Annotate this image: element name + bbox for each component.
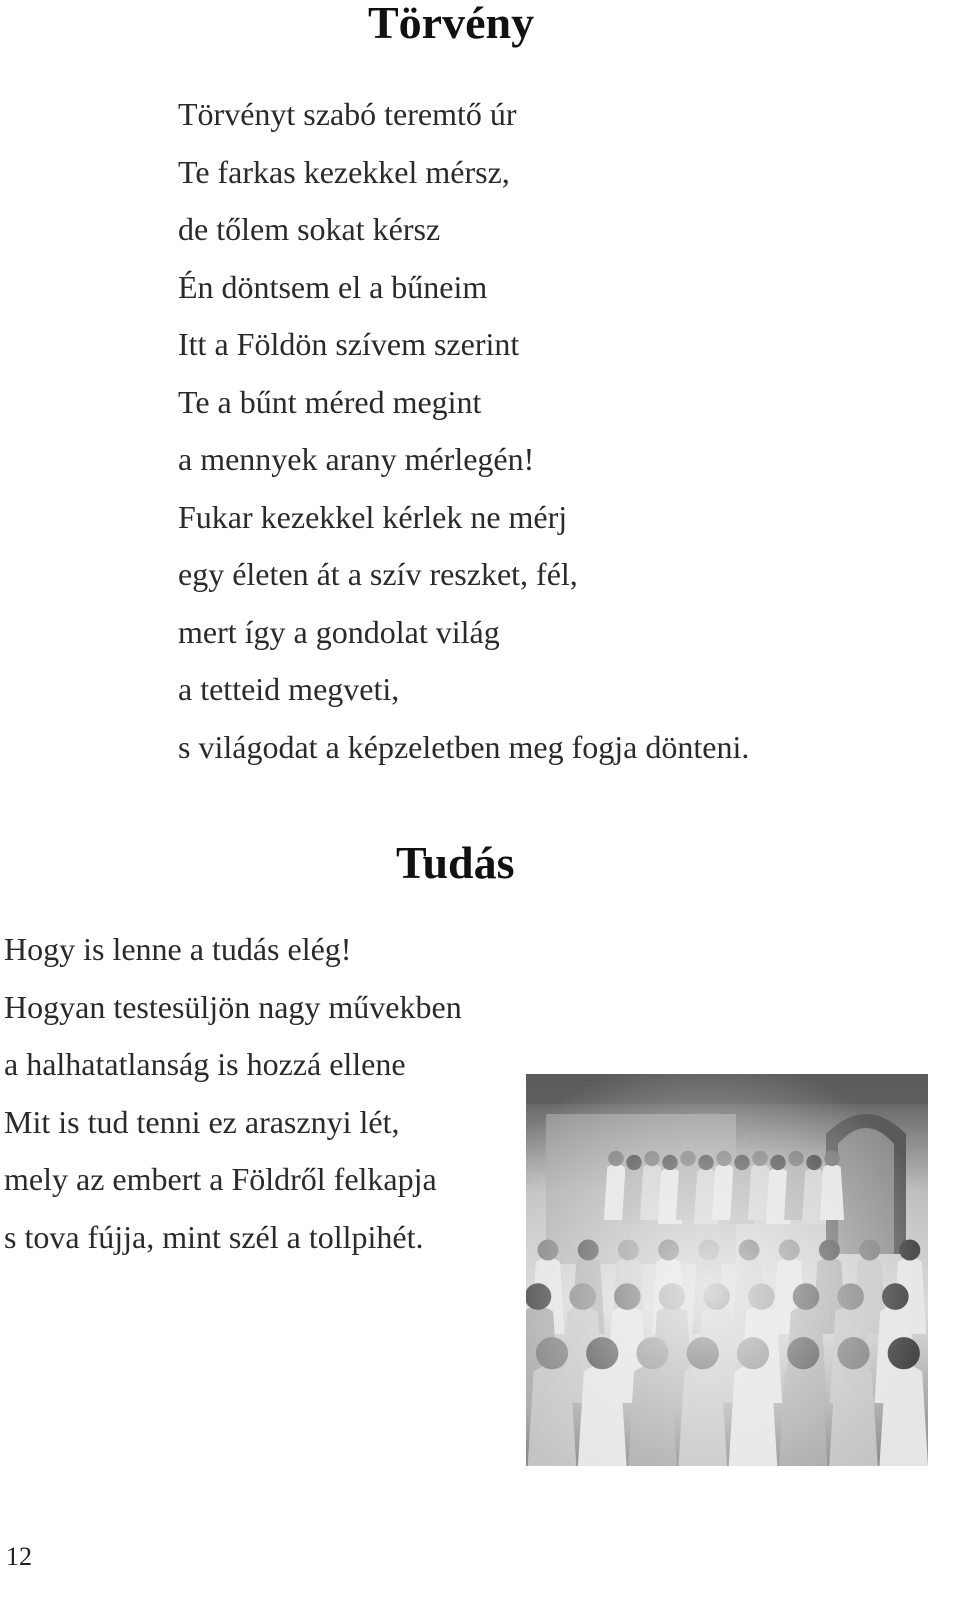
- poem-line: Fukar kezekkel kérlek ne mérj: [178, 498, 568, 535]
- poem-title: Törvény: [368, 0, 535, 48]
- poem-line: s világodat a képzeletben meg fogja dönteni.: [178, 728, 750, 765]
- poem-title: Tudás: [396, 837, 515, 888]
- poem-line: a halhatatlanság is hozzá ellene: [4, 1046, 406, 1082]
- poem-line: mely az embert a Földről felkapja: [4, 1161, 437, 1197]
- poem-line: s tova fújja, mint szél a tollpihét.: [4, 1218, 424, 1255]
- poem-line: a tetteid megveti,: [178, 671, 400, 707]
- poem-line: Itt a Földön szívem szerint: [178, 326, 520, 362]
- poem-line: Te a bűnt méred megint: [178, 383, 482, 420]
- poem-line: egy életen át a szív reszket, fél,: [178, 556, 578, 592]
- crowd-scene-drawing: [526, 1074, 928, 1466]
- poem-line: Hogyan testesüljön nagy művekben: [4, 988, 462, 1025]
- poem-line: de tőlem sokat kérsz: [178, 211, 441, 247]
- poem-line: Mit is tud tenni ez arasznyi lét,: [4, 1103, 400, 1140]
- poem-body: [178, 86, 749, 776]
- page-number: 12: [6, 1542, 32, 1571]
- poem-line: Törvényt szabó teremtő úr: [178, 96, 517, 132]
- light-haze: [526, 1074, 928, 1466]
- poem-body: [4, 921, 462, 1266]
- poem-line: Hogy is lenne a tudás elég!: [4, 931, 352, 967]
- poem-line: a mennyek arany mérlegén!: [178, 441, 535, 477]
- poem-line: Én döntsem el a bűneim: [178, 268, 488, 305]
- poem-line: mert így a gondolat világ: [178, 613, 500, 650]
- poem-line: Te farkas kezekkel mérsz,: [178, 153, 510, 190]
- crowd-scene-illustration: [526, 1074, 928, 1466]
